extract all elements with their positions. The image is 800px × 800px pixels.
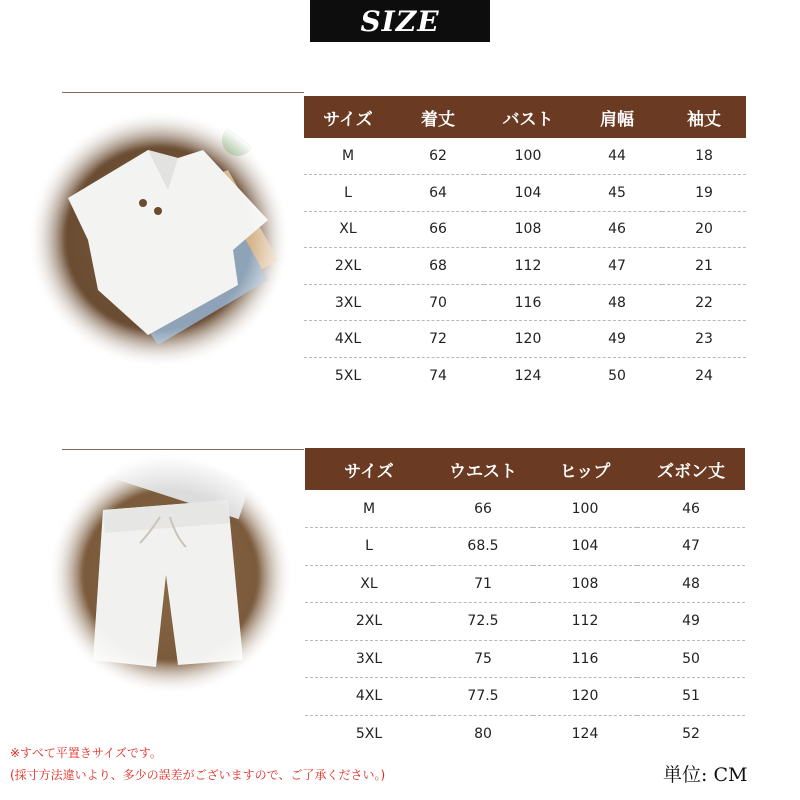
shirt-header-bust: バスト [484,96,572,138]
shirt-table-cell: 72 [392,321,484,358]
shirt-table-cell: 45 [572,175,662,212]
shirt-table-header-row [304,96,746,138]
shirt-table-cell: 120 [484,321,572,358]
shorts-table-cell: 47 [637,528,745,566]
shirt-table-cell: M [304,138,392,175]
shirt-table-cell: 112 [484,248,572,285]
shorts-table-cell: 52 [682,726,700,742]
shirt-table-cell: 19 [662,175,746,212]
shirt-size-table [304,96,746,394]
shorts-table-cell: 51 [637,678,745,716]
shorts-table-cell: 48 [637,565,745,603]
shirt-table-cell: 74 [429,368,447,385]
shorts-header-waist: ウエスト [433,448,533,490]
shorts-table-cell: L [305,528,433,566]
shorts-table-row [305,603,745,641]
shirt-table-cell: XL [304,211,392,248]
shorts-table-cell: 2XL [305,603,433,641]
shirt-table-cell: 108 [484,211,572,248]
shirt-section-rule [62,92,304,93]
shirt-table-row [304,321,746,358]
shirt-table-cell: 3XL [304,284,392,321]
shirt-table-cell: 18 [662,138,746,175]
shirt-table-cell: 44 [572,138,662,175]
shorts-table-cell: XL [305,565,433,603]
shirt-table-cell: 20 [662,211,746,248]
shirt-table-cell: 100 [484,138,572,175]
shorts-table-cell: 71 [433,565,533,603]
shirt-table-row [304,211,746,248]
shorts-table-cell: 124 [571,726,599,742]
shorts-table-row [305,528,745,566]
shorts-table-cell: 116 [533,640,637,678]
shorts-table-cell: 5XL [355,726,383,742]
size-title-badge: SIZE [310,0,490,42]
shorts-table-cell: 104 [533,528,637,566]
shirt-table-cell: 68 [392,248,484,285]
unit-label: 単位: CM [663,764,748,786]
shirt-table-cell: 2XL [304,248,392,285]
shirt-table-cell: 47 [572,248,662,285]
shorts-table-cell: 120 [533,678,637,716]
shirt-table-cell: 22 [662,284,746,321]
shorts-table-cell: 50 [637,640,745,678]
shirt-table-cell: 49 [572,321,662,358]
shorts-table-row [305,715,745,753]
shorts-table-cell: 75 [433,640,533,678]
shirt-table-cell: 50 [608,368,626,385]
shirt-table-cell: 46 [572,211,662,248]
shorts-table-cell: 4XL [305,678,433,716]
shirt-table-cell: 70 [392,284,484,321]
shirt-table-row [304,248,746,285]
shirt-table-cell: 5XL [334,368,362,385]
shorts-table-cell: 108 [533,565,637,603]
shirt-table-cell: 66 [392,211,484,248]
shirt-table-cell: 21 [662,248,746,285]
shorts-header-length: ズボン丈 [637,448,745,490]
shorts-table-cell: M [305,490,433,528]
shorts-table-cell: 68.5 [433,528,533,566]
shorts-photo [48,455,293,695]
shorts-table-cell: 46 [637,490,745,528]
shorts-table-cell: 49 [637,603,745,641]
shirt-table-row [304,138,746,175]
shorts-header-size: サイズ [305,448,433,490]
shirt-table-cell: 48 [572,284,662,321]
shirt-table-cell: 24 [695,368,713,385]
shirt-header-length: 着丈 [392,96,484,138]
shorts-table-row [305,678,745,716]
shirt-table-row [304,175,746,212]
shirt-header-sleeve: 袖丈 [662,96,746,138]
shirt-table-cell: L [304,175,392,212]
shorts-table-cell: 72.5 [433,603,533,641]
shorts-table-cell: 80 [474,726,492,742]
shirt-table-row [304,284,746,321]
measurement-disclaimer: (採寸方法違いより、多少の誤差がございますので、ご了承ください。) [10,768,386,782]
shirt-table-cell: 116 [484,284,572,321]
shorts-table-cell: 100 [533,490,637,528]
shirt-table-cell: 124 [514,368,542,385]
shorts-table-cell: 66 [433,490,533,528]
shirt-table-row [304,358,746,395]
shirt-table-cell: 23 [662,321,746,358]
shirt-header-shoulder: 肩幅 [572,96,662,138]
shorts-table-row [305,565,745,603]
shorts-header-hip: ヒップ [533,448,637,490]
shirt-table-cell: 64 [392,175,484,212]
shorts-size-table [305,448,745,753]
shirt-table-cell: 62 [392,138,484,175]
shorts-table-row [305,490,745,528]
shorts-table-header-row [305,448,745,490]
shorts-section-rule [62,449,304,450]
shorts-table-cell: 77.5 [433,678,533,716]
measurement-note: ※すべて平置きサイズです。 [10,746,162,760]
shirt-table-cell: 104 [484,175,572,212]
shirt-table-cell: 4XL [304,321,392,358]
shorts-table-row [305,640,745,678]
shirt-photo [28,110,290,368]
shorts-table-cell: 112 [533,603,637,641]
shirt-header-size: サイズ [304,96,392,138]
shorts-table-cell: 3XL [305,640,433,678]
